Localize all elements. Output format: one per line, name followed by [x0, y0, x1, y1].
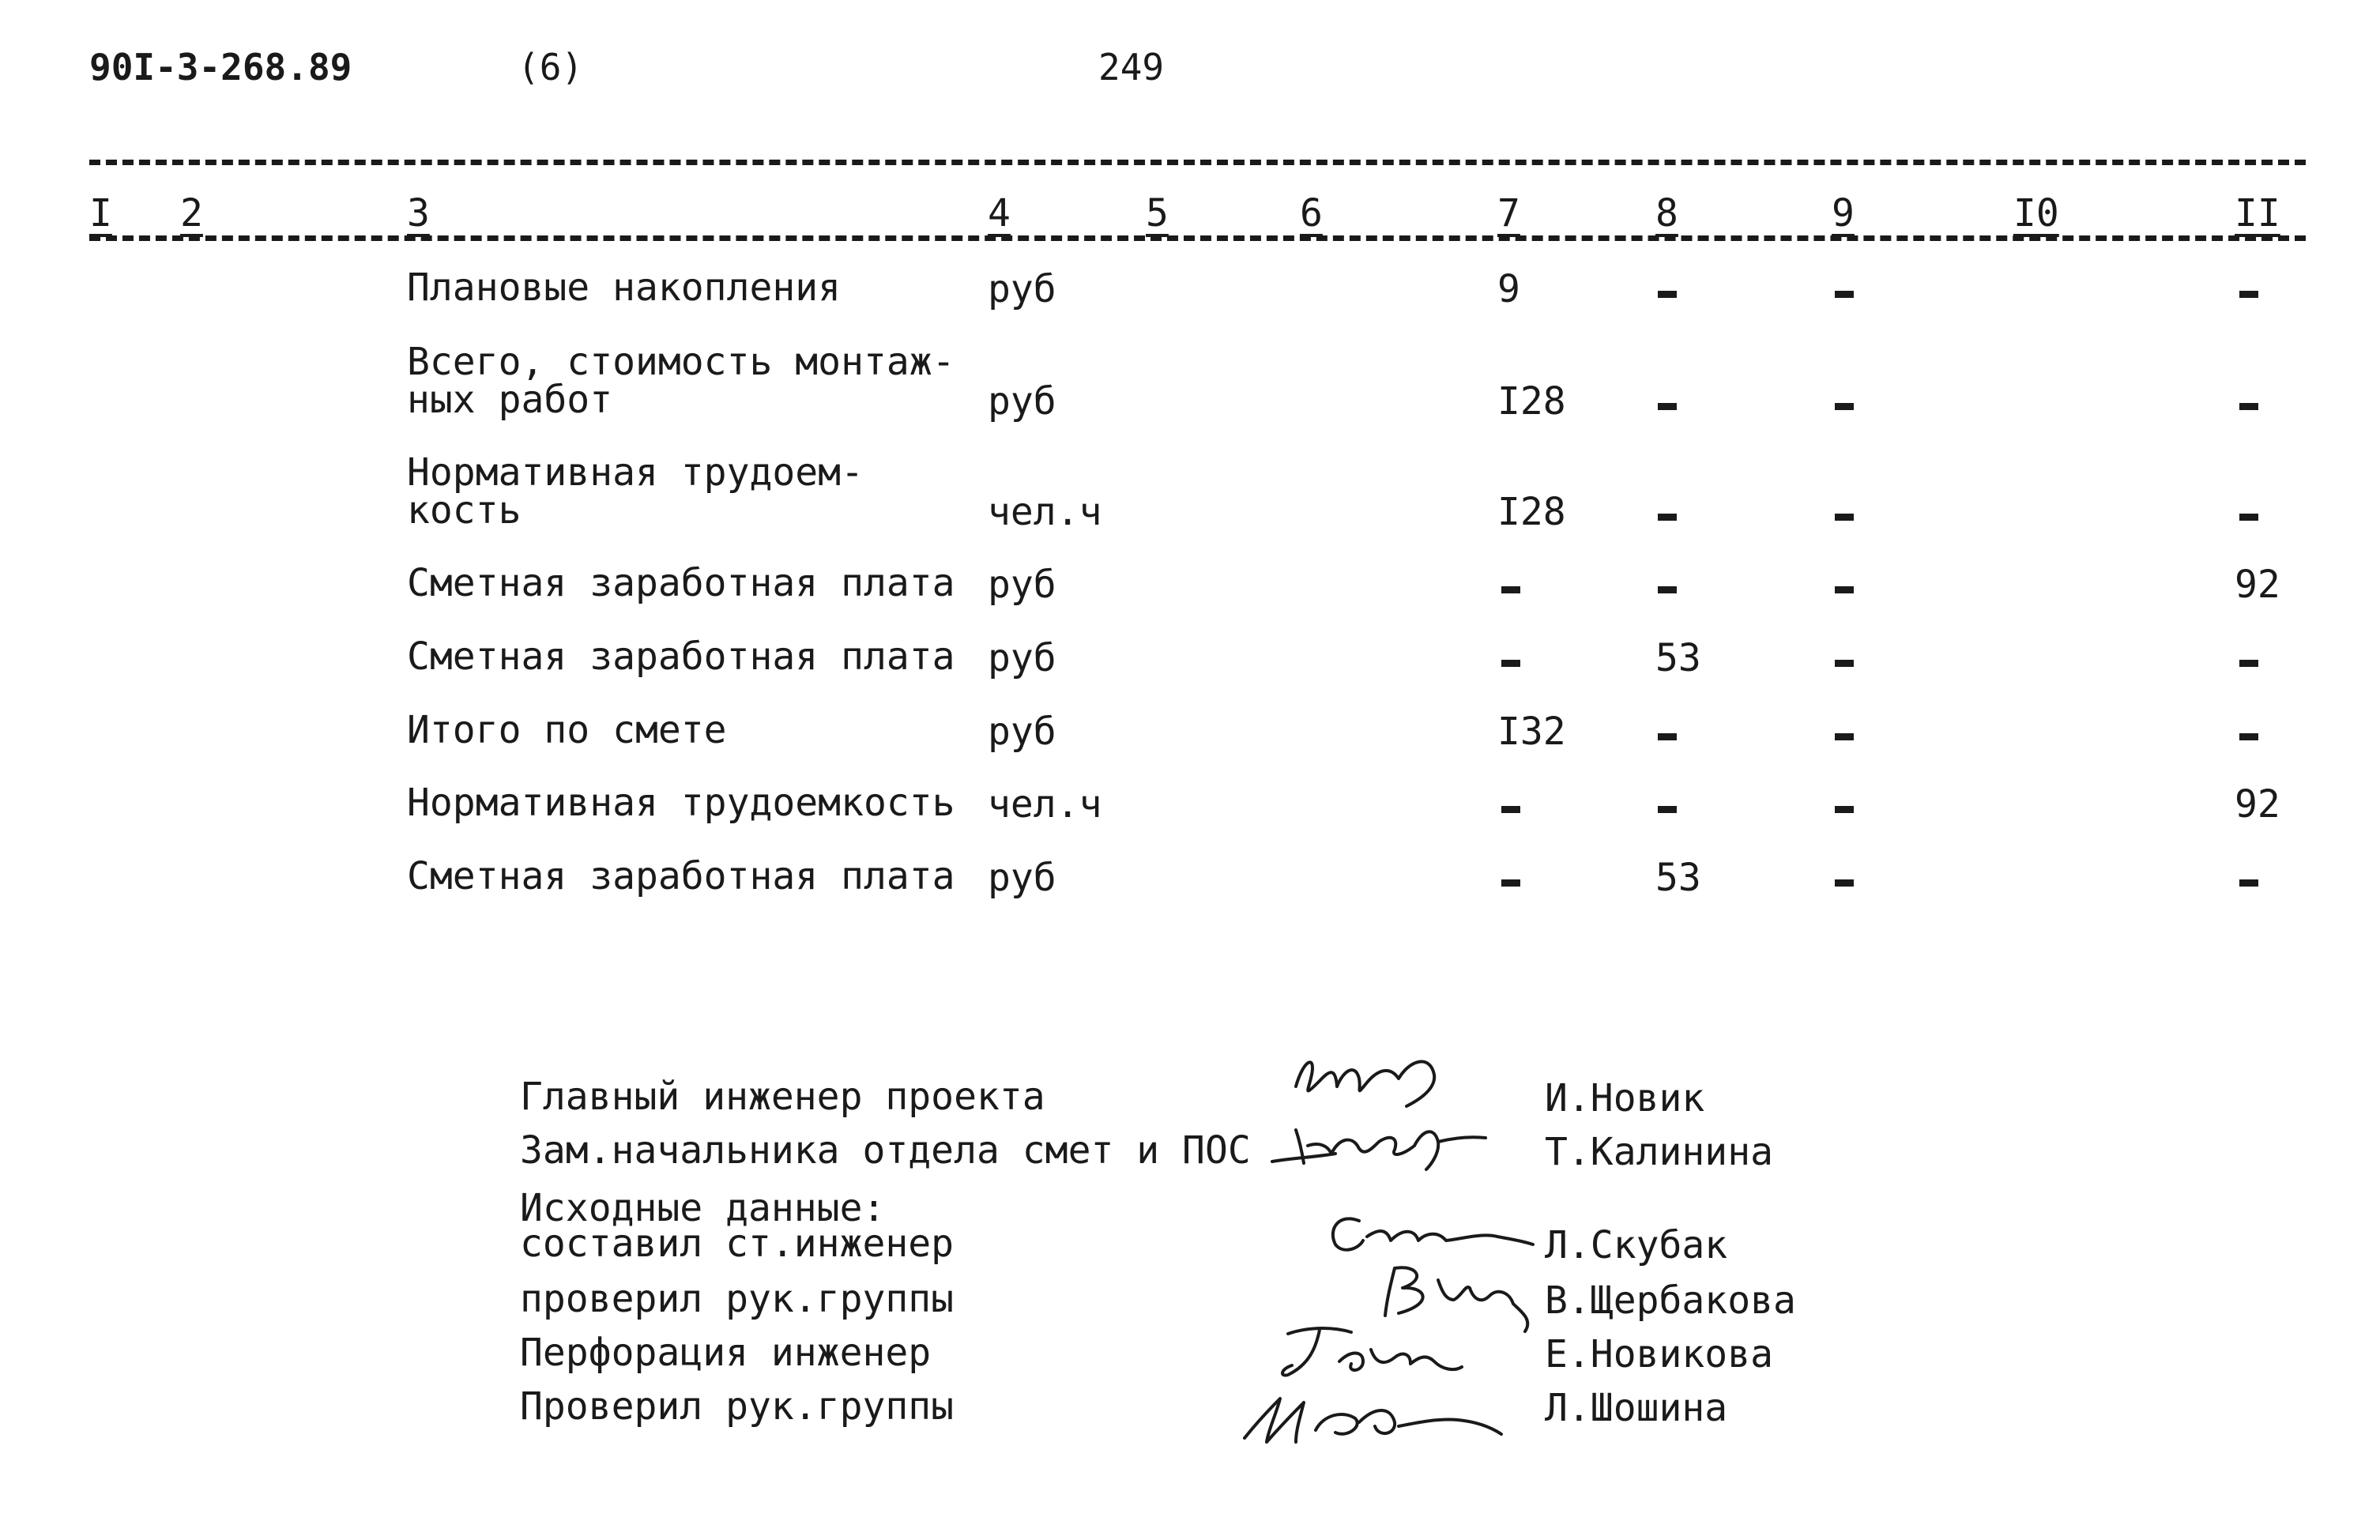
- row-col11-dash: [2239, 879, 2258, 887]
- row-unit: руб: [988, 710, 1056, 754]
- col-number-7: 7: [1497, 191, 1520, 235]
- col-number-8: 8: [1655, 191, 1678, 235]
- row-unit: руб: [988, 379, 1056, 424]
- col-number-9: 9: [1832, 191, 1855, 235]
- table-top-rule: [89, 160, 2306, 165]
- row-unit: чел.ч: [988, 490, 1102, 534]
- row-col11-dash: [2239, 514, 2258, 521]
- col-number-10: I0: [2013, 191, 2059, 235]
- row-label-line-2: кость: [407, 488, 522, 533]
- row-col11-dash: [2239, 403, 2258, 410]
- rechecked-by-role: Проверил рук.группы: [520, 1384, 955, 1429]
- row-col11: 92: [2235, 563, 2280, 607]
- row-col8-dash: [1658, 291, 1677, 298]
- row-label: Нормативная трудоемкость: [407, 781, 955, 825]
- signature-novik-icon: [1280, 1043, 1470, 1118]
- deputy-head-role: Зам.начальника отдела смет и ПОС: [520, 1128, 1251, 1173]
- col-number-6: 6: [1300, 191, 1323, 235]
- row-col9-dash: [1835, 879, 1854, 887]
- rechecked-by-name: Л.Шошина: [1545, 1386, 1728, 1430]
- row-col8-dash: [1658, 806, 1677, 813]
- row-col11-dash: [2239, 733, 2258, 740]
- compiled-by-name: Л.Скубак: [1545, 1223, 1728, 1267]
- chief-engineer-name: И.Новик: [1545, 1076, 1705, 1120]
- row-label-line-1: Нормативная трудоем-: [407, 450, 864, 495]
- row-unit: руб: [988, 563, 1056, 607]
- row-label: Сметная заработная плата: [407, 854, 955, 898]
- row-unit: руб: [988, 267, 1056, 311]
- col-number-11: II: [2235, 191, 2280, 235]
- row-col9-dash: [1835, 291, 1854, 298]
- row-col9-dash: [1835, 660, 1854, 667]
- row-col7: 9: [1497, 267, 1520, 311]
- row-label: Сметная заработная плата: [407, 634, 955, 679]
- row-col11-dash: [2239, 660, 2258, 667]
- checked-by-name: В.Щербакова: [1545, 1278, 1796, 1323]
- row-col8: 53: [1655, 636, 1701, 680]
- page-number: 249: [1098, 46, 1165, 88]
- row-col8-dash: [1658, 514, 1677, 521]
- row-col8: 53: [1655, 856, 1701, 900]
- col-number-3: 3: [407, 191, 430, 235]
- perforation-name: Е.Новикова: [1545, 1332, 1773, 1376]
- row-unit: руб: [988, 636, 1056, 680]
- row-label: Итого по смете: [407, 708, 727, 752]
- row-col7: I32: [1497, 710, 1566, 754]
- row-col9-dash: [1835, 586, 1854, 593]
- row-unit: руб: [988, 856, 1056, 900]
- signature-shoshina-icon: [1229, 1379, 1513, 1458]
- checked-by-role: проверил рук.группы: [520, 1277, 955, 1321]
- row-label-line-2: ных работ: [407, 378, 613, 422]
- source-data-heading: Исходные данные:: [520, 1186, 886, 1230]
- chief-engineer-role: Главный инженер проекта: [520, 1075, 1045, 1119]
- row-col7: I28: [1497, 490, 1566, 534]
- signature-kalinina-icon: [1264, 1114, 1493, 1177]
- row-col11: 92: [2235, 782, 2280, 826]
- signature-skubak-icon: [1316, 1201, 1545, 1264]
- col-number-1: I: [89, 191, 112, 235]
- row-label-line-1: Всего, стоимость монтаж-: [407, 340, 955, 384]
- document-code: 90I-3-268.89: [89, 46, 352, 88]
- row-col7-dash: [1501, 660, 1520, 667]
- row-col8-dash: [1658, 586, 1677, 593]
- compiled-by-role: составил ст.инженер: [520, 1222, 955, 1266]
- row-col8-dash: [1658, 403, 1677, 410]
- perforation-role: Перфорация инженер: [520, 1331, 932, 1375]
- row-unit: чел.ч: [988, 782, 1102, 826]
- col-number-4: 4: [988, 191, 1011, 235]
- column-number-rule: [89, 235, 2306, 241]
- col-number-2: 2: [180, 191, 203, 235]
- row-col9-dash: [1835, 733, 1854, 740]
- row-col9-dash: [1835, 403, 1854, 410]
- row-label: Плановые накопления: [407, 265, 842, 310]
- row-col9-dash: [1835, 514, 1854, 521]
- row-col8-dash: [1658, 733, 1677, 740]
- deputy-head-name: Т.Калинина: [1545, 1130, 1773, 1174]
- col-number-5: 5: [1146, 191, 1169, 235]
- sheet-label: (6): [518, 46, 584, 88]
- row-col7-dash: [1501, 586, 1520, 593]
- row-col7-dash: [1501, 806, 1520, 813]
- row-col11-dash: [2239, 291, 2258, 298]
- row-label: Сметная заработная плата: [407, 561, 955, 605]
- row-col9-dash: [1835, 806, 1854, 813]
- row-col7: I28: [1497, 379, 1566, 424]
- row-col7-dash: [1501, 879, 1520, 887]
